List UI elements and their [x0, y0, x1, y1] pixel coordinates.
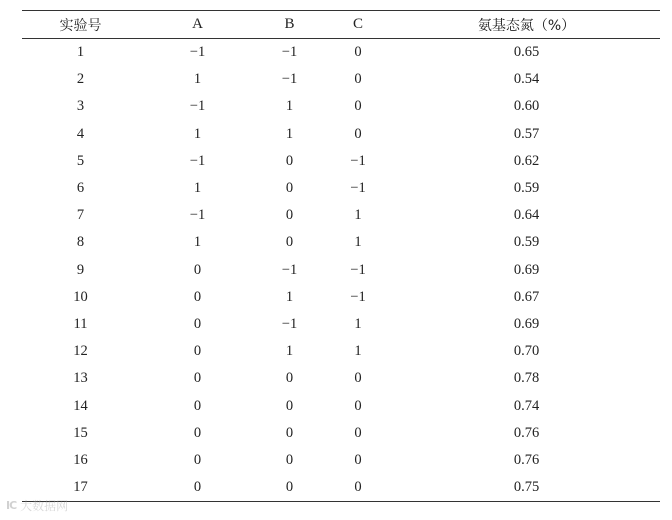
cell-factor-a: 1: [193, 125, 202, 142]
cell-factor-a: −1: [189, 44, 206, 61]
cell-amino-nitrogen: 0.60: [513, 98, 540, 115]
cell-factor-c: −1: [350, 288, 366, 305]
cell-factor-b: 0: [285, 207, 294, 224]
cell-experiment-number: 17: [73, 479, 88, 496]
cell-experiment-number: 8: [76, 234, 85, 251]
cell-amino-nitrogen: 0.65: [513, 44, 540, 61]
cell-factor-b: 0: [285, 234, 294, 251]
cell-experiment-number: 2: [76, 71, 85, 88]
cell-factor-b: 1: [285, 343, 294, 360]
cell-amino-nitrogen: 0.76: [513, 424, 540, 441]
cell-experiment-number: 3: [76, 98, 85, 115]
header-amino-nitrogen: 氨基态氮（%）: [477, 17, 576, 34]
cell-factor-b: −1: [281, 71, 298, 88]
cell-factor-c: 0: [354, 125, 362, 142]
cell-factor-b: 0: [285, 397, 294, 414]
cell-factor-a: 0: [193, 424, 202, 441]
cell-factor-a: 0: [193, 451, 202, 468]
cell-factor-c: 0: [354, 98, 362, 115]
cell-factor-c: 0: [354, 451, 362, 468]
cell-amino-nitrogen: 0.75: [513, 479, 540, 496]
header-factor-c: C: [352, 16, 363, 32]
cell-amino-nitrogen: 0.76: [513, 451, 540, 468]
table-row: [22, 284, 660, 311]
table-row: [22, 474, 660, 502]
cell-factor-b: −1: [281, 315, 298, 332]
cell-factor-a: −1: [189, 152, 206, 169]
cell-experiment-number: 13: [73, 370, 88, 387]
header-experiment-number: 实验号: [59, 17, 102, 34]
cell-factor-a: 0: [193, 479, 202, 496]
cell-experiment-number: 16: [73, 451, 88, 468]
cell-amino-nitrogen: 0.67: [513, 288, 540, 305]
cell-factor-c: 0: [354, 397, 362, 414]
table-row: [22, 148, 660, 175]
header-factor-a: A: [192, 16, 203, 32]
table-row: [22, 420, 660, 447]
cell-factor-b: −1: [281, 44, 298, 61]
cell-experiment-number: 9: [76, 261, 85, 278]
cell-factor-b: 0: [285, 152, 294, 169]
cell-factor-c: 0: [354, 71, 362, 88]
cell-factor-a: 1: [193, 234, 202, 251]
cell-factor-c: −1: [350, 152, 366, 169]
cell-amino-nitrogen: 0.62: [513, 152, 540, 169]
cell-amino-nitrogen: 0.69: [513, 315, 540, 332]
table-row: [22, 39, 660, 67]
table-header-row: [22, 11, 660, 39]
table-row: [22, 447, 660, 474]
cell-factor-b: 1: [285, 125, 294, 142]
cell-experiment-number: 5: [76, 152, 85, 169]
cell-factor-c: −1: [350, 180, 366, 197]
watermark-text: 大数据网: [20, 499, 69, 513]
cell-experiment-number: 4: [76, 125, 85, 142]
cell-factor-b: 1: [285, 98, 294, 115]
cell-factor-a: 0: [193, 370, 202, 387]
cell-factor-b: 1: [285, 288, 294, 305]
cell-experiment-number: 7: [76, 207, 85, 224]
table-row: [22, 66, 660, 93]
table-row: [22, 257, 660, 284]
cell-factor-b: 0: [285, 479, 294, 496]
cell-factor-a: 0: [193, 288, 202, 305]
cell-factor-c: 0: [354, 479, 362, 496]
cell-amino-nitrogen: 0.78: [513, 370, 540, 387]
table-row: [22, 229, 660, 256]
cell-factor-a: 1: [193, 180, 202, 197]
cell-factor-a: −1: [189, 207, 206, 224]
cell-factor-c: −1: [350, 261, 366, 278]
cell-experiment-number: 15: [73, 424, 88, 441]
cell-factor-b: 0: [285, 424, 294, 441]
table-row: [22, 93, 660, 120]
cell-factor-a: 0: [193, 315, 202, 332]
table-body: [22, 39, 660, 502]
table-row: [22, 202, 660, 229]
cell-amino-nitrogen: 0.59: [513, 234, 540, 251]
cell-factor-c: 1: [354, 234, 362, 251]
cell-amino-nitrogen: 0.70: [513, 343, 540, 360]
cell-factor-c: 0: [354, 370, 362, 387]
cell-factor-a: 0: [193, 397, 202, 414]
cell-factor-b: 0: [285, 451, 294, 468]
cell-amino-nitrogen: 0.54: [513, 71, 540, 88]
cell-factor-c: 0: [354, 44, 362, 61]
table-row: [22, 338, 660, 365]
header-factor-b: B: [284, 16, 295, 32]
cell-factor-a: 1: [193, 71, 202, 88]
cell-experiment-number: 14: [73, 397, 88, 414]
watermark: [6, 497, 68, 514]
experiment-table: [22, 10, 660, 502]
table-row: [22, 175, 660, 202]
experiment-table-container: [22, 10, 660, 502]
cell-factor-b: 0: [285, 180, 294, 197]
cell-factor-a: 0: [193, 261, 202, 278]
table-row: [22, 392, 660, 419]
cell-amino-nitrogen: 0.59: [513, 180, 540, 197]
cell-experiment-number: 11: [73, 315, 88, 332]
cell-amino-nitrogen: 0.64: [513, 207, 540, 224]
cell-factor-c: 0: [354, 424, 362, 441]
cell-factor-a: −1: [189, 98, 206, 115]
cell-amino-nitrogen: 0.69: [513, 261, 540, 278]
table-row: [22, 365, 660, 392]
cell-experiment-number: 1: [76, 44, 85, 61]
cell-factor-a: 0: [193, 343, 202, 360]
cell-factor-b: 0: [285, 370, 294, 387]
cell-factor-b: −1: [281, 261, 298, 278]
watermark-logo: IC: [6, 499, 17, 512]
cell-factor-c: 1: [354, 343, 362, 360]
cell-experiment-number: 6: [76, 180, 85, 197]
cell-amino-nitrogen: 0.57: [513, 125, 540, 142]
table-row: [22, 311, 660, 338]
cell-factor-c: 1: [354, 315, 362, 332]
cell-experiment-number: 12: [73, 343, 88, 360]
cell-factor-c: 1: [354, 207, 362, 224]
cell-amino-nitrogen: 0.74: [513, 397, 540, 414]
table-row: [22, 121, 660, 148]
cell-experiment-number: 10: [73, 288, 88, 305]
